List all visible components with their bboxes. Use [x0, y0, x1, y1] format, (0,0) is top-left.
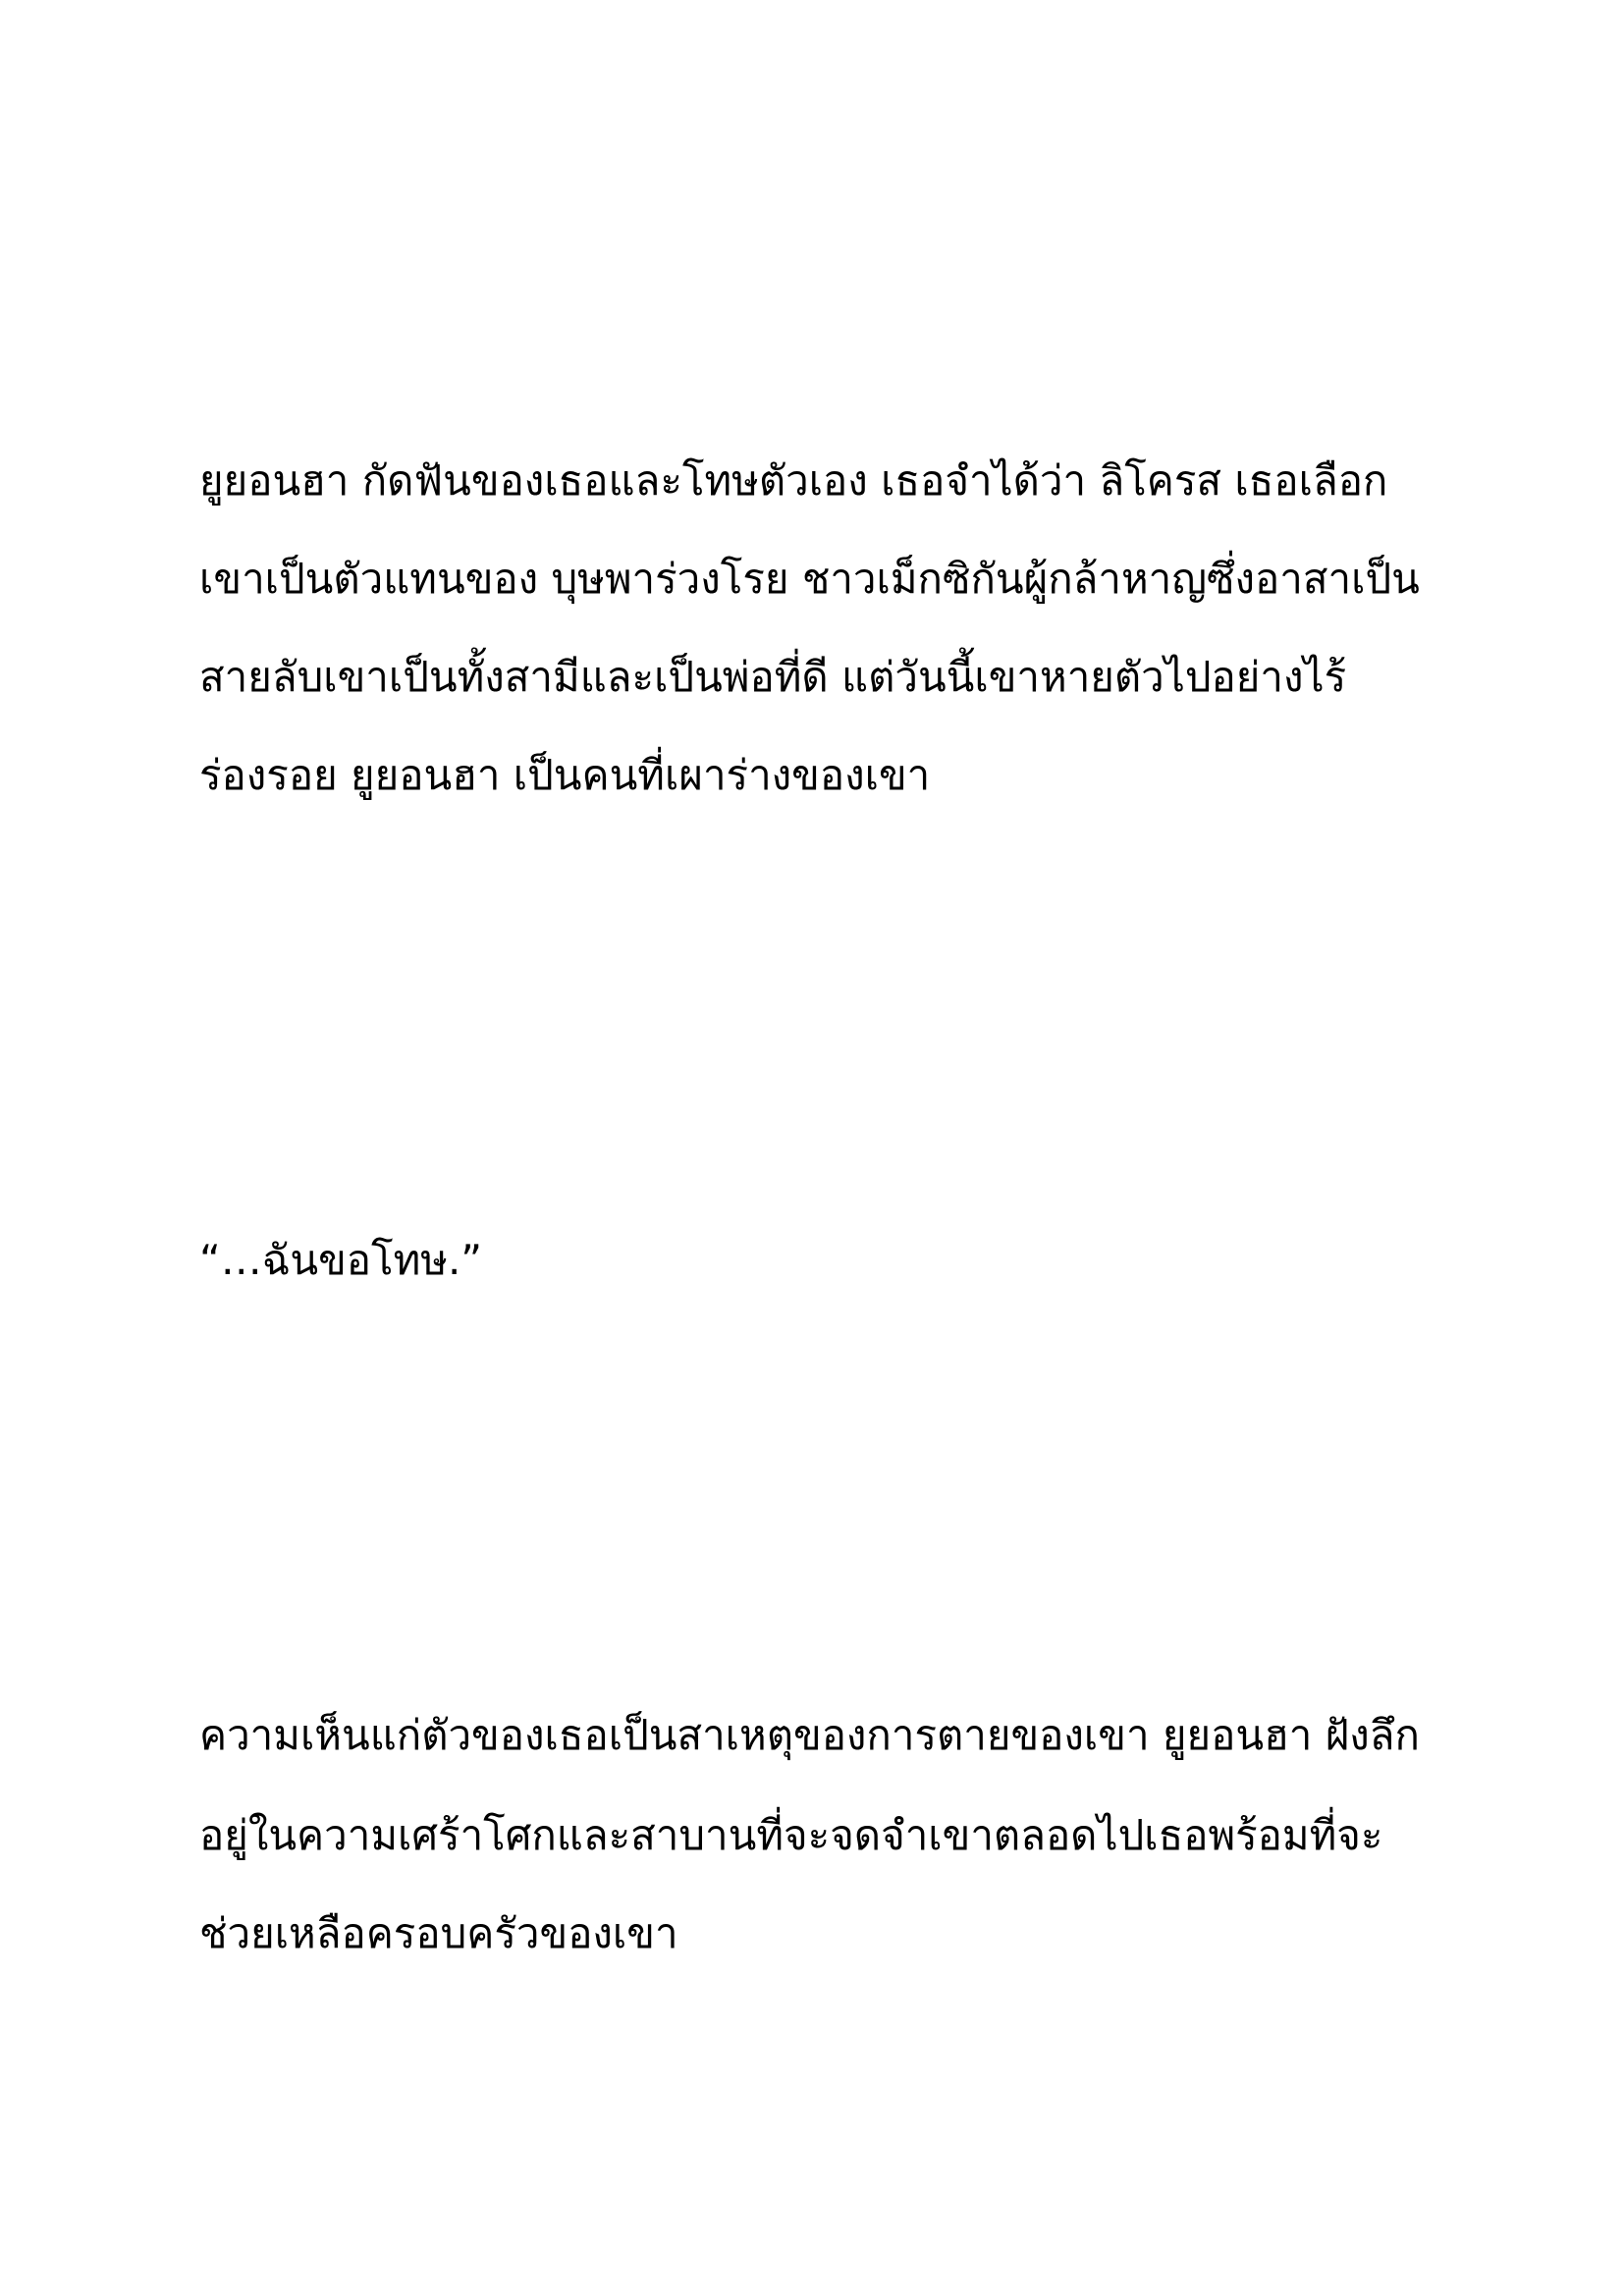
dialogue-line: “…ฉันขอโทษ.”	[199, 1236, 483, 1284]
paragraph-line: เขาเป็นตัวแทนของ บุษพาร่วงโรย ชาวเม็กซิกันผู้กล้าหาญซึ่งอาสาเป็น	[199, 555, 1420, 603]
paragraph-line: ร่องรอย ยูยอนฮา เป็นคนที่เผาร่างของเขา	[199, 751, 931, 799]
paragraph-line: สายลับเขาเป็นทั้งสามีและเป็นพ่อที่ดี แต่วันนี้เขาหายตัวไปอย่างไร้	[199, 653, 1347, 701]
paragraph-line: ช่วยเหลือครอบครัวของเขา	[199, 1909, 678, 1957]
paragraph-line: ยูยอนฮา กัดฟันของเธอและโทษตัวเอง เธอจำได้ว่า ลิโครส เธอเลือก	[199, 456, 1388, 505]
paragraph-line: อยู่ในความเศร้าโศกและสาบานที่จะจดจำเขาตลอดไปเธอพร้อมที่จะ	[199, 1811, 1383, 1859]
paragraph-line: ความเห็นแก่ตัวของเธอเป็นสาเหตุของการตายของเขา ยูยอนฮา ฝังลึก	[199, 1711, 1420, 1759]
